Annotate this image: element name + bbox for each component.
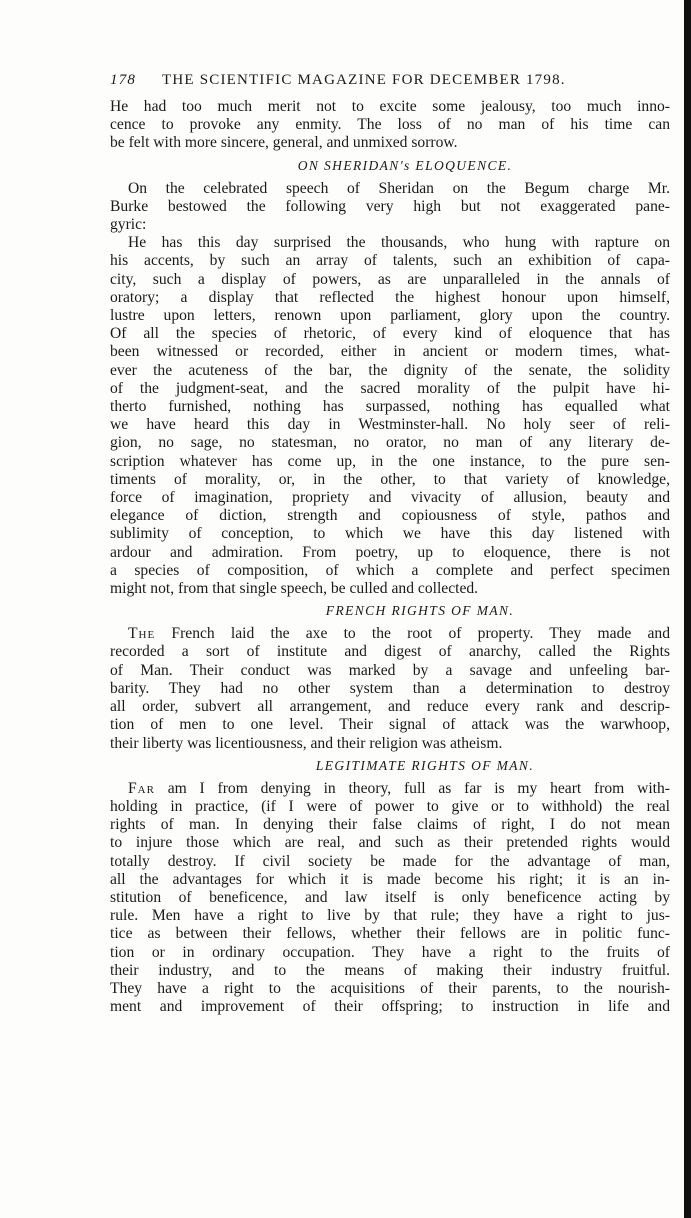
line-text: am I from denying in theory, full as far is my heart from with- (154, 779, 670, 797)
text-line: He has this day surprised the thousands, who hung with rapture on (128, 234, 670, 252)
text-line: gion, no sage, no statesman, no orator, no man of any literary de- (110, 434, 670, 452)
running-title: THE SCIENTIFIC MAGAZINE FOR DECEMBER 1798. (162, 72, 566, 88)
french-rights-paragraph (110, 625, 670, 752)
text-line (110, 780, 670, 798)
text-line: their liberty was licentiousness, and their religion was atheism. (110, 734, 503, 752)
section-heading-french-rights: FRENCH RIGHTS OF MAN. (325, 603, 515, 619)
intro-paragraph (110, 98, 670, 153)
text-line: He had too much merit not to excite some jealousy, too much inno- (110, 98, 670, 115)
text-line: all order, subvert all arrangement, and reduce every rank and descrip- (110, 698, 670, 716)
text-line: tion of men to one level. Their signal of attack was the warwhoop, (110, 716, 670, 734)
text-line: oratory; a display that reflected the highest honour upon himself, (110, 288, 670, 306)
text-line: lustre upon letters, renown upon parliament, glory upon the country. (110, 307, 670, 325)
text-line: On the celebrated speech of Sheridan on the Begum charge Mr. (128, 179, 670, 197)
text-line: ardour and admiration. From poetry, up to eloquence, there is not (110, 543, 670, 561)
text-line: Of all the species of rhetoric, of every kind of eloquence that has (110, 325, 670, 343)
text-line: timents of morality, or, in the other, to that variety of knowledge, (110, 470, 670, 488)
sheridan-intro-paragraph (110, 180, 670, 235)
text-line: of Man. Their conduct was marked by a savage and unfeeling bar- (110, 661, 670, 679)
text-line: ever the acuteness of the bar, the dignity of the senate, the solidity (110, 361, 670, 379)
text-line: elegance of diction, strength and copiousness of style, pathos and (110, 507, 670, 525)
text-line: rights of man. In denying their false claims of right, I do not mean (110, 816, 670, 834)
text-line: sublimity of conception, to which we have this day listened with (110, 525, 670, 543)
text-line: stitution of beneficence, and law itself is only beneficence acting by (110, 888, 670, 906)
line-text: French laid the axe to the root of property. They made and (155, 625, 670, 643)
text-line: gyric: (110, 216, 147, 234)
text-line: to injure those which are real, and such as their pretended rights would (110, 834, 670, 852)
text-line: tice as between their fellows, whether their fellows are in politic func- (110, 925, 670, 943)
text-line: scription whatever has come up, in the one instance, to the pure sen- (110, 452, 670, 470)
text-line (110, 625, 670, 643)
text-line: a species of composition, of which a complete and perfect specimen (110, 561, 670, 579)
running-head (110, 72, 670, 98)
page-number: 178 (110, 72, 137, 88)
text-line: might not, from that single speech, be culled and collected. (110, 580, 479, 598)
text-line: force of imagination, propriety and vivacity of allusion, beauty and (110, 489, 670, 507)
text-line: of the judgment-seat, and the sacred morality of the pulpit have hi- (110, 379, 670, 397)
section-heading-sheridan: ON SHERIDAN's ELOQUENCE. (297, 157, 513, 173)
text-line: totally destroy. If civil society be made for the advantage of man, (110, 852, 670, 870)
text-line: ment and improvement of their offspring; to instruction in life and (110, 998, 670, 1016)
text-line: Burke bestowed the following very high but not exaggerated pane- (110, 197, 670, 215)
text-line: his accents, by such an array of talents, such an exhibition of capa- (110, 252, 670, 270)
burke-quote-paragraph (110, 234, 670, 598)
opening-word: The (128, 625, 156, 643)
opening-word: Far (128, 779, 155, 797)
text-line: therto furnished, nothing has surpassed, nothing has equalled what (110, 398, 670, 416)
text-line: tion or in ordinary occupation. They have a right to the fruits of (110, 943, 670, 961)
text-line: recorded a sort of institute and digest of anarchy, called the Rights (110, 643, 670, 661)
text-line: barity. They had no other system than a determination to destroy (110, 679, 670, 697)
text-line: all the advantages for which it is made become his right; it is an in- (110, 870, 670, 888)
text-line: holding in practice, (if I were of power to give or to withhold) the real (110, 797, 670, 815)
text-line: cence to provoke any enmity. The loss of no man of his time can (110, 116, 670, 134)
legitimate-rights-paragraph (110, 780, 670, 1017)
text-line: we have heard this day in Westminster-hall. No holy seer of reli- (110, 416, 670, 434)
page-edge-shadow (684, 0, 691, 1218)
text-line: They have a right to the acquisitions of their parents, to the nourish- (110, 979, 670, 997)
text-line: their industry, and to the means of making their industry fruitful. (110, 961, 670, 979)
text-line: been witnessed or recorded, either in ancient or modern times, what- (110, 343, 670, 361)
text-line: be felt with more sincere, general, and unmixed sorrow. (110, 134, 458, 152)
section-heading-legitimate-rights: LEGITIMATE RIGHTS OF MAN. (315, 757, 535, 773)
magazine-page (110, 72, 670, 1016)
text-line: rule. Men have a right to live by that rule; they have a right to jus- (110, 907, 670, 925)
text-line: city, such a display of powers, as are unparalleled in the annals of (110, 270, 670, 288)
